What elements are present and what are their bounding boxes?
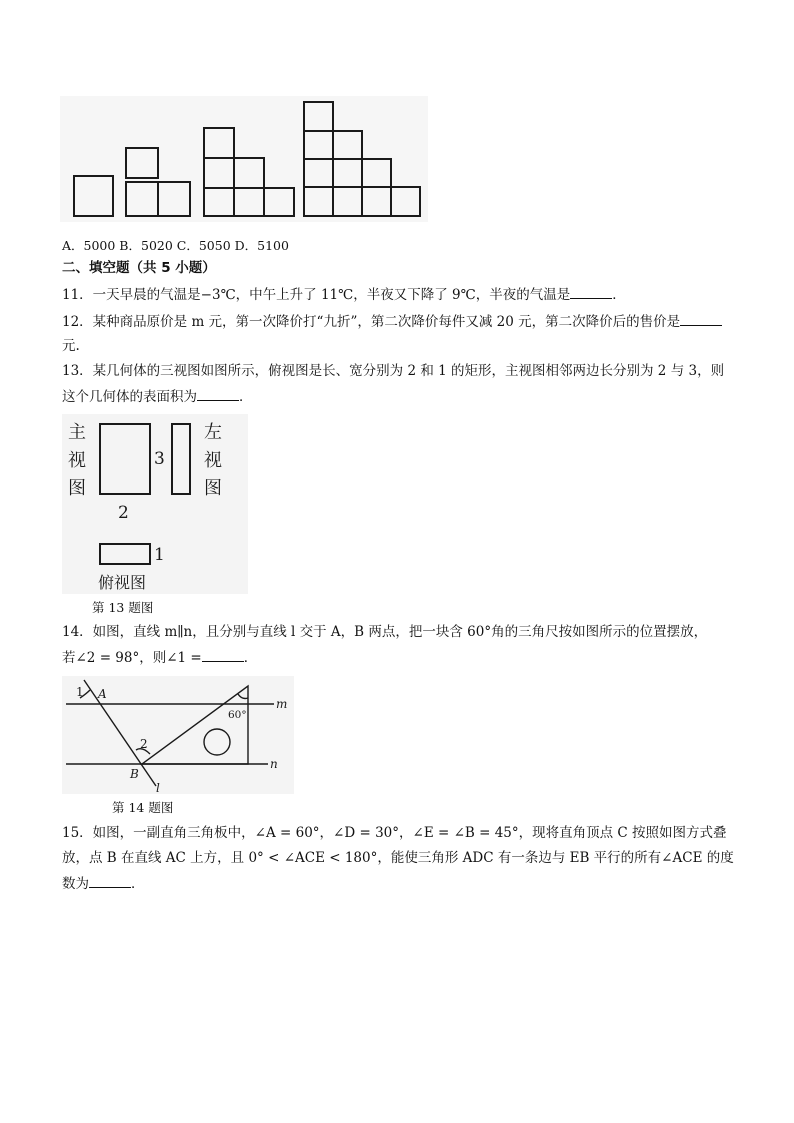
front-view-label-3: 图 (68, 478, 86, 499)
front-view-label-1: 主 (68, 422, 86, 443)
q14-end: ． (243, 650, 258, 666)
label-n: n (270, 757, 278, 771)
q14-caption: 第 14 题图 (112, 800, 174, 815)
q13-text-line2: 这个几何体的表面积为 (62, 389, 197, 405)
dimension-3: 3 (154, 449, 165, 469)
dimension-1: 1 (154, 545, 165, 565)
front-view-label-2: 视 (68, 450, 86, 471)
q12-line2: 元. (62, 338, 80, 354)
question-12 (62, 311, 722, 332)
question-14-line2 (62, 647, 257, 668)
q10-options: A．5000 B．5020 C．5050 D．5100 (62, 238, 289, 253)
label-l: l (156, 781, 160, 794)
q13-end: ． (239, 389, 253, 405)
left-view-label-3: 图 (204, 478, 222, 499)
q15-text-line3: 数为 (62, 876, 89, 892)
q14-answer-blank[interactable] (202, 647, 244, 662)
left-view-label-2: 视 (204, 450, 222, 471)
q11-text: 11．一天早晨的气温是−3℃，中午上升了 11℃，半夜又下降了 9℃，半夜的气温是 (62, 287, 571, 303)
q14-text-line2: 若∠2 = 98°，则∠1 = (62, 650, 202, 666)
left-view-label-1: 左 (204, 422, 222, 443)
q15-end: ． (131, 876, 145, 892)
q14-parallel-lines-figure (62, 676, 294, 794)
label-m: m (276, 697, 288, 711)
question-11 (62, 284, 626, 305)
q14-text-line1: 14．如图，直线 m∥n，且分别与直线 l 交于 A，B 两点，把一块含 60°角的三角尺按如图所示的位置摆放， (62, 624, 708, 640)
label-2: 2 (140, 737, 148, 751)
q13-caption: 第 13 题图 (92, 600, 154, 615)
question-13-line2 (62, 386, 253, 407)
label-60-degrees: 60° (228, 709, 247, 721)
section-heading: 二、填空题（共 5 小题） (62, 260, 216, 276)
label-B: B (130, 767, 139, 781)
question-15-line3 (62, 873, 145, 894)
q15-text-line1: 15．如图，一副直角三角板中，∠A = 60°，∠D = 30°，∠E = ∠B = 45°，现将直角顶点 C 按照如图方式叠 (62, 825, 727, 841)
dimension-2: 2 (118, 503, 129, 523)
q15-text-line2: 放，点 B 在直线 AC 上方，且 0° < ∠ACE < 180°，能使三角形 ADC 有一条边与 EB 平行的所有∠ACE 的度 (62, 850, 734, 866)
q12-answer-blank[interactable] (680, 311, 722, 326)
q11-end: ． (612, 287, 626, 303)
figure-background (62, 676, 294, 794)
label-A: A (98, 687, 107, 701)
q11-answer-blank[interactable] (570, 284, 612, 299)
q10-staircase-figure (60, 96, 428, 222)
q13-text-line1: 13．某几何体的三视图如图所示，俯视图是长、宽分别为 2 和 1 的矩形，主视图相邻两边长分别为 2 与 3，则 (62, 363, 725, 379)
top-view-label: 俯视图 (98, 573, 147, 592)
q15-answer-blank[interactable] (89, 873, 131, 888)
q13-three-view-figure (62, 414, 248, 594)
q13-answer-blank[interactable] (197, 386, 239, 401)
q12-text: 12．某种商品原价是 m 元，第一次降价打“九折”，第二次降价每件又减 20 元，第二次降价后的售价是 (62, 314, 681, 330)
label-1: 1 (76, 685, 84, 699)
